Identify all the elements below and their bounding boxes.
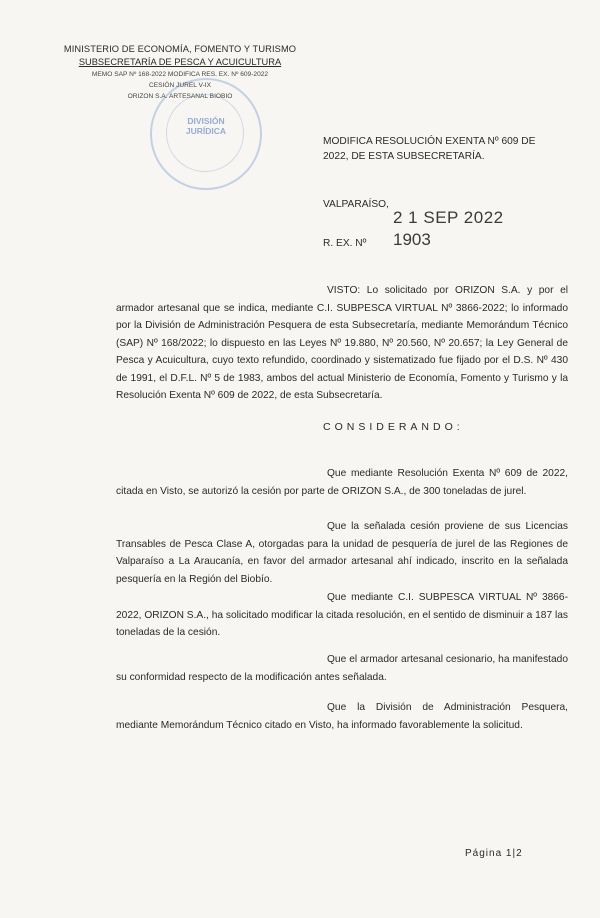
document-title: MODIFICA RESOLUCIÓN EXENTA Nº 609 DE 2022, DE ESTA SUBSECRETARÍA.: [323, 136, 536, 162]
considerando-paragraph: [116, 465, 568, 500]
paragraph-lead: Que la señalada cesión proviene de sus Licencias: [327, 521, 568, 532]
place-label: VALPARAÍSO,: [323, 199, 389, 210]
considerando-paragraph: [116, 589, 568, 642]
stamped-date: 2 1 SEP 2022: [393, 208, 504, 227]
paragraph-lead: Que mediante C.I. SUBPESCA VIRTUAL Nº 3866-: [327, 592, 568, 603]
paragraph-lead: Que mediante Resolución Exenta Nº 609 de 2022,: [327, 468, 568, 479]
paragraph-body: mediante Memorándum Técnico citado en Visto, ha informado favorablemente la solicitud.: [116, 719, 523, 731]
stamp-line-2: JURÍDICA: [185, 126, 227, 136]
memo-reference: MEMO SAP Nº 168-2022 MODIFICA RES. EX. Nº 609-2022: [91, 71, 269, 78]
resolution-number: 1903: [393, 230, 431, 249]
division-juridica-stamp: [150, 78, 262, 190]
visto-paragraph: [116, 282, 568, 405]
considerando-paragraph: [116, 699, 568, 734]
paragraph-lead: Que el armador artesanal cesionario, ha: [327, 654, 510, 665]
visto-body: armador artesanal que se indica, mediante C.I. SUBPESCA VIRTUAL Nº 3866-2022; lo informado por la División de Administración Pesquera de esta Subsecretaría, mediante Memorándum Técnico (SAP) Nº 168/2022; lo dispuesto en las Leyes Nº 19.880, Nº 20.560, Nº 20.657; la Ley General de Pesca y Acuicultura, cuyo texto refundido, coordinado y sistematizado fue fijado por el D.S. Nº 430 de 1991, el D.F.L. Nº 5 de 1983, ambos del actual Ministerio de Economía, Fomento y Turismo y la Resolución Exenta Nº 609 de 2022, de esta Subsecretaría.: [116, 302, 568, 401]
paragraph-body: manifestado su conformidad respecto de la modificación antes señalada.: [116, 654, 568, 683]
ministry-name: MINISTERIO DE ECONOMÍA, FOMENTO Y TURISMO: [63, 44, 297, 54]
paragraph-lead: Que la División de Administración Pesquera,: [327, 702, 568, 713]
considerando-paragraph: [116, 651, 568, 686]
visto-lead: VISTO: Lo solicitado por ORIZON S.A. y por el: [327, 285, 568, 296]
cesion-reference: CESIÓN JUREL V-IX: [148, 82, 212, 89]
considerando-heading: CONSIDERANDO:: [323, 421, 464, 433]
subsecretaria-name: SUBSECRETARÍA DE PESCA Y ACUICULTURA: [78, 57, 282, 67]
stamp-text: [152, 116, 260, 136]
considerando-paragraph: [116, 518, 568, 588]
stamp-line-1: DIVISIÓN: [187, 116, 225, 126]
paragraph-body: citada en Visto, se autorizó la cesión por parte de ORIZON S.A., de 300 toneladas de jurel.: [116, 485, 527, 497]
paragraph-body: Transables de Pesca Clase A, otorgadas para la unidad de pesquería de jurel de las Regiones de Valparaíso a La Araucanía, en favor del armador artesanal ahí indicado, inscrito en la señalada pesquería en la Región del Biobío.: [116, 538, 568, 585]
page-number: Página 1|2: [465, 848, 523, 859]
paragraph-body: 2022, ORIZON S.A., ha solicitado modificar la citada resolución, en el sentido de disminuir a 187 las toneladas de la cesión.: [116, 609, 568, 638]
resolution-label: R. EX. Nº: [323, 238, 367, 249]
company-reference: ORIZON S.A. ARTESANAL BIOBIO: [127, 93, 233, 100]
